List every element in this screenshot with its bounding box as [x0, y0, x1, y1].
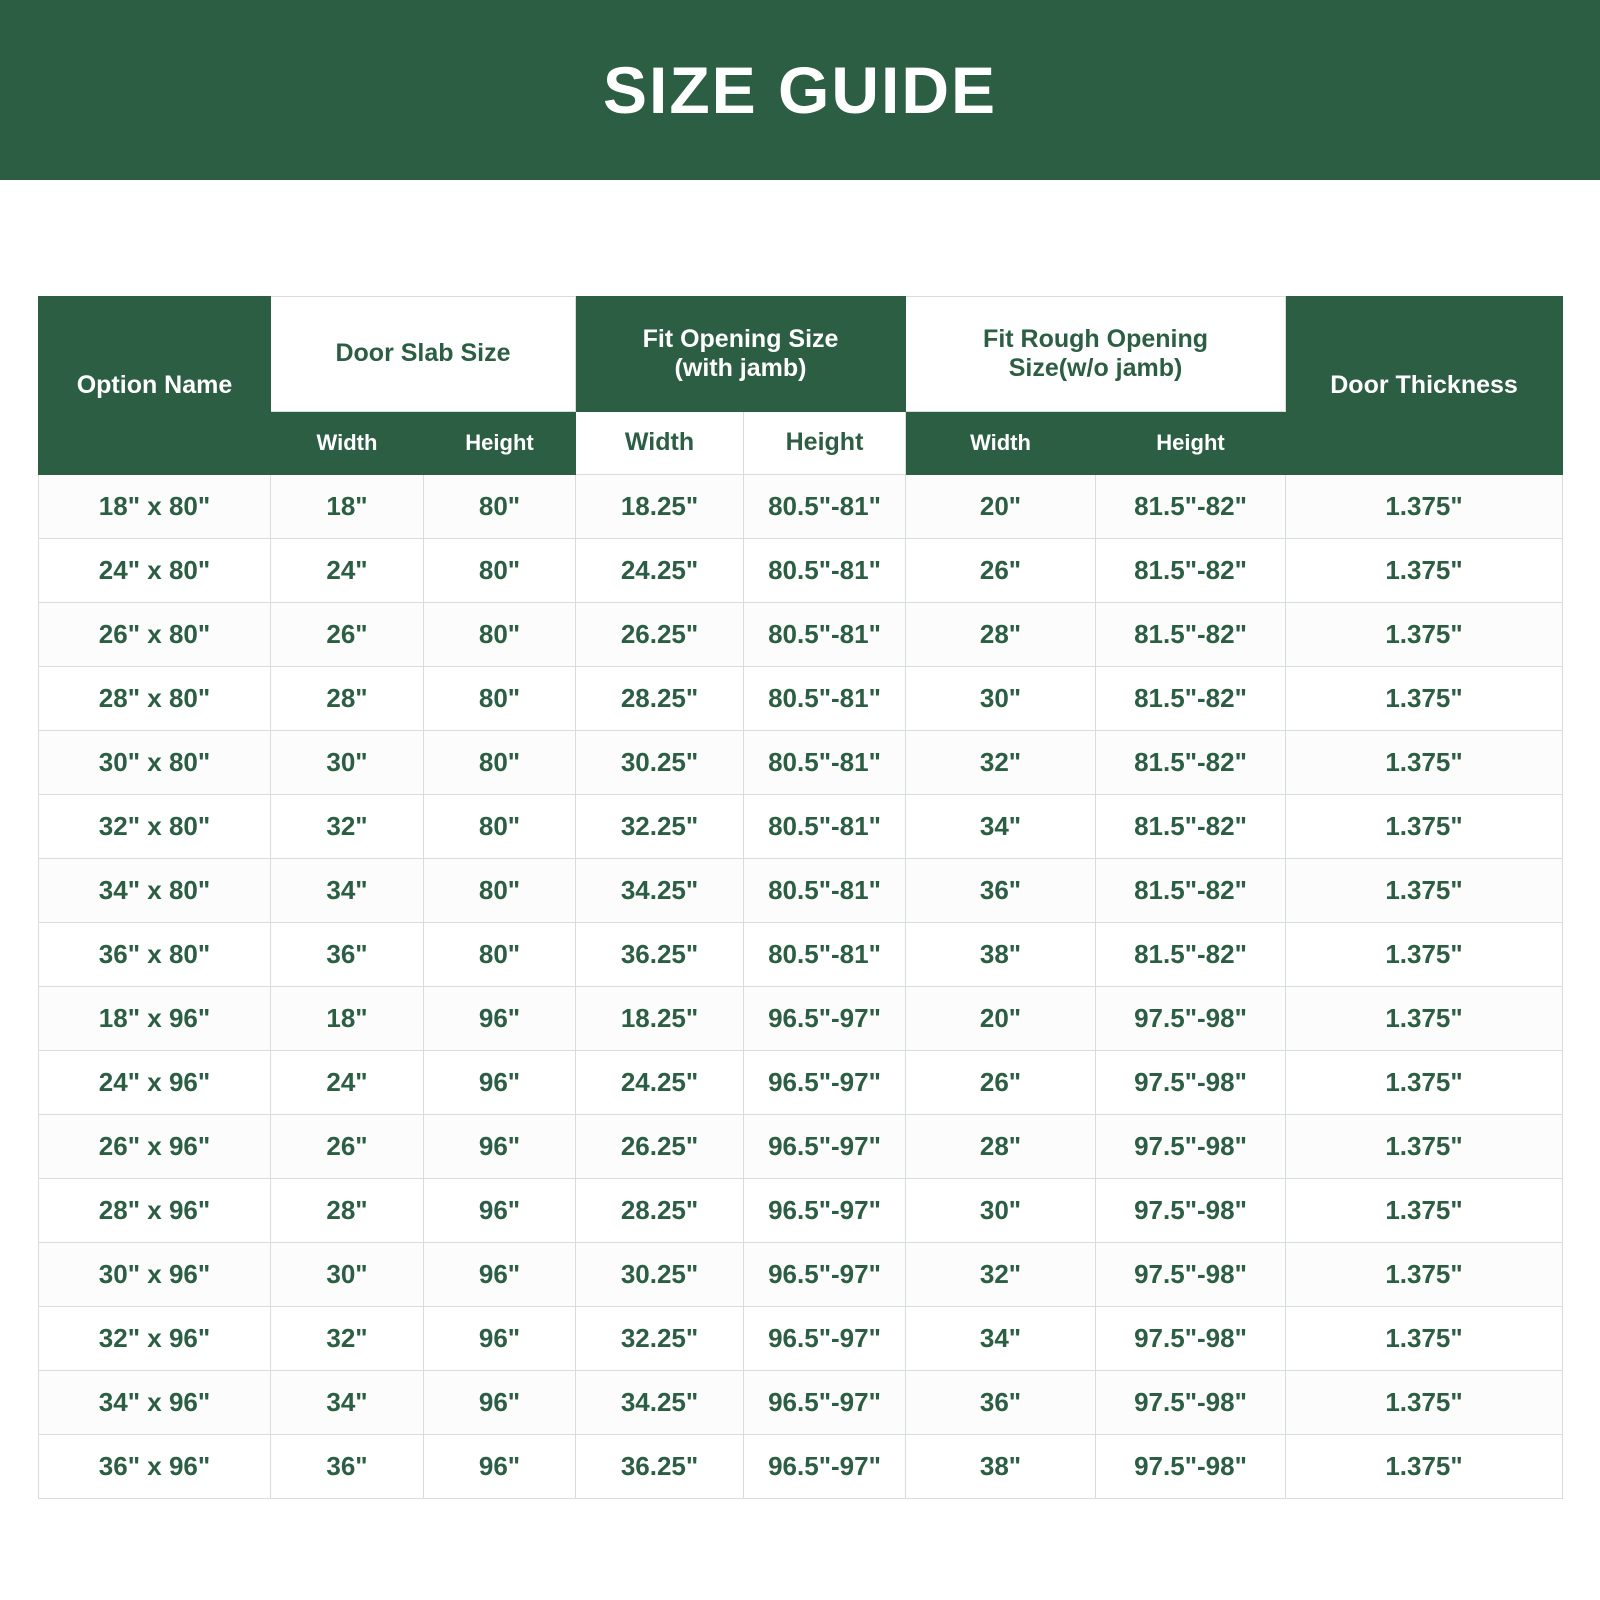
cell-slab-height: 96": [424, 1307, 576, 1371]
cell-fit-width: 26.25": [576, 603, 744, 667]
cell-slab-height: 80": [424, 859, 576, 923]
cell-slab-height: 96": [424, 987, 576, 1051]
col-header-slab-height: Height: [424, 412, 576, 475]
cell-fit-width: 24.25": [576, 1051, 744, 1115]
cell-rough-height: 81.5"-82": [1096, 731, 1286, 795]
cell-option-name: 34" x 80": [39, 859, 271, 923]
table-group-header-row: [39, 297, 1563, 412]
cell-rough-height: 97.5"-98": [1096, 1307, 1286, 1371]
fit-rough-line1: Fit Rough Opening: [983, 324, 1208, 353]
cell-rough-height: 81.5"-82": [1096, 859, 1286, 923]
col-group-door-slab-size: Door Slab Size: [271, 297, 576, 412]
col-header-option-name: Option Name: [39, 297, 271, 475]
cell-fit-height: 80.5"-81": [744, 731, 906, 795]
cell-fit-height: 80.5"-81": [744, 539, 906, 603]
cell-rough-width: 26": [906, 1051, 1096, 1115]
cell-slab-height: 80": [424, 603, 576, 667]
cell-option-name: 28" x 96": [39, 1179, 271, 1243]
cell-rough-width: 38": [906, 1435, 1096, 1499]
cell-door-thickness: 1.375": [1286, 1051, 1563, 1115]
cell-door-thickness: 1.375": [1286, 475, 1563, 539]
cell-rough-width: 28": [906, 1115, 1096, 1179]
cell-rough-height: 97.5"-98": [1096, 1371, 1286, 1435]
cell-door-thickness: 1.375": [1286, 987, 1563, 1051]
table-row: [39, 1435, 1563, 1499]
cell-fit-width: 26.25": [576, 1115, 744, 1179]
col-header-fit-width: Width: [576, 412, 744, 475]
cell-option-name: 18" x 96": [39, 987, 271, 1051]
col-header-rough-width: Width: [906, 412, 1096, 475]
cell-slab-width: 24": [271, 539, 424, 603]
cell-option-name: 34" x 96": [39, 1371, 271, 1435]
cell-fit-height: 96.5"-97": [744, 1371, 906, 1435]
fit-opening-line1: Fit Opening Size: [642, 324, 839, 353]
cell-door-thickness: 1.375": [1286, 923, 1563, 987]
cell-rough-height: 81.5"-82": [1096, 539, 1286, 603]
cell-rough-width: 32": [906, 731, 1096, 795]
cell-rough-width: 30": [906, 1179, 1096, 1243]
table-row: [39, 539, 1563, 603]
cell-option-name: 30" x 80": [39, 731, 271, 795]
cell-rough-width: 32": [906, 1243, 1096, 1307]
cell-rough-width: 20": [906, 475, 1096, 539]
table-row: [39, 475, 1563, 539]
col-header-door-thickness: Door Thickness: [1286, 297, 1563, 475]
table-row: [39, 731, 1563, 795]
cell-slab-height: 80": [424, 475, 576, 539]
cell-door-thickness: 1.375": [1286, 1179, 1563, 1243]
table-row: [39, 1051, 1563, 1115]
cell-door-thickness: 1.375": [1286, 539, 1563, 603]
cell-door-thickness: 1.375": [1286, 667, 1563, 731]
page-banner: [0, 0, 1600, 180]
cell-fit-width: 32.25": [576, 795, 744, 859]
table-row: [39, 795, 1563, 859]
cell-rough-width: 26": [906, 539, 1096, 603]
cell-fit-height: 80.5"-81": [744, 603, 906, 667]
cell-slab-width: 36": [271, 1435, 424, 1499]
cell-option-name: 28" x 80": [39, 667, 271, 731]
cell-fit-height: 96.5"-97": [744, 1307, 906, 1371]
cell-slab-height: 80": [424, 923, 576, 987]
col-header-rough-height: Height: [1096, 412, 1286, 475]
cell-rough-height: 97.5"-98": [1096, 1051, 1286, 1115]
table-row: [39, 1115, 1563, 1179]
cell-slab-height: 96": [424, 1371, 576, 1435]
cell-rough-height: 81.5"-82": [1096, 795, 1286, 859]
cell-slab-height: 96": [424, 1051, 576, 1115]
table-row: [39, 1179, 1563, 1243]
cell-slab-width: 24": [271, 1051, 424, 1115]
cell-rough-height: 81.5"-82": [1096, 923, 1286, 987]
col-header-slab-width: Width: [271, 412, 424, 475]
cell-rough-height: 97.5"-98": [1096, 1179, 1286, 1243]
cell-fit-height: 80.5"-81": [744, 667, 906, 731]
cell-slab-width: 34": [271, 1371, 424, 1435]
cell-rough-height: 81.5"-82": [1096, 475, 1286, 539]
cell-rough-height: 97.5"-98": [1096, 1115, 1286, 1179]
cell-fit-height: 96.5"-97": [744, 1115, 906, 1179]
cell-fit-width: 34.25": [576, 859, 744, 923]
cell-fit-width: 30.25": [576, 731, 744, 795]
cell-rough-height: 97.5"-98": [1096, 1243, 1286, 1307]
cell-slab-height: 96": [424, 1179, 576, 1243]
cell-door-thickness: 1.375": [1286, 1371, 1563, 1435]
table-body: [39, 475, 1563, 1499]
cell-option-name: 26" x 96": [39, 1115, 271, 1179]
cell-door-thickness: 1.375": [1286, 859, 1563, 923]
cell-rough-width: 28": [906, 603, 1096, 667]
size-guide-table: [38, 296, 1563, 1499]
cell-rough-width: 38": [906, 923, 1096, 987]
cell-fit-height: 80.5"-81": [744, 859, 906, 923]
cell-slab-height: 80": [424, 539, 576, 603]
size-guide-table-wrapper: [38, 296, 1562, 1499]
table-head: [39, 297, 1563, 475]
cell-slab-width: 28": [271, 1179, 424, 1243]
cell-option-name: 32" x 80": [39, 795, 271, 859]
cell-fit-height: 96.5"-97": [744, 1243, 906, 1307]
cell-fit-height: 96.5"-97": [744, 987, 906, 1051]
cell-slab-width: 18": [271, 987, 424, 1051]
cell-option-name: 36" x 80": [39, 923, 271, 987]
cell-door-thickness: 1.375": [1286, 1435, 1563, 1499]
cell-slab-width: 32": [271, 795, 424, 859]
page-title: SIZE GUIDE: [602, 53, 998, 127]
cell-fit-height: 80.5"-81": [744, 923, 906, 987]
cell-rough-height: 97.5"-98": [1096, 1435, 1286, 1499]
table-row: [39, 603, 1563, 667]
cell-fit-height: 96.5"-97": [744, 1435, 906, 1499]
cell-door-thickness: 1.375": [1286, 1243, 1563, 1307]
cell-slab-height: 80": [424, 667, 576, 731]
cell-option-name: 26" x 80": [39, 603, 271, 667]
table-row: [39, 859, 1563, 923]
cell-fit-height: 80.5"-81": [744, 795, 906, 859]
cell-fit-width: 28.25": [576, 667, 744, 731]
cell-fit-width: 36.25": [576, 1435, 744, 1499]
cell-rough-width: 34": [906, 795, 1096, 859]
cell-rough-width: 20": [906, 987, 1096, 1051]
cell-fit-width: 18.25": [576, 475, 744, 539]
cell-fit-width: 18.25": [576, 987, 744, 1051]
cell-slab-width: 26": [271, 603, 424, 667]
cell-option-name: 36" x 96": [39, 1435, 271, 1499]
cell-slab-width: 36": [271, 923, 424, 987]
cell-fit-width: 28.25": [576, 1179, 744, 1243]
cell-slab-width: 28": [271, 667, 424, 731]
table-row: [39, 987, 1563, 1051]
cell-fit-width: 36.25": [576, 923, 744, 987]
table-row: [39, 1371, 1563, 1435]
cell-fit-width: 32.25": [576, 1307, 744, 1371]
table-row: [39, 1243, 1563, 1307]
cell-fit-height: 80.5"-81": [744, 475, 906, 539]
cell-slab-height: 96": [424, 1115, 576, 1179]
cell-fit-width: 24.25": [576, 539, 744, 603]
table-row: [39, 1307, 1563, 1371]
cell-slab-height: 80": [424, 731, 576, 795]
cell-rough-height: 81.5"-82": [1096, 667, 1286, 731]
cell-slab-width: 30": [271, 731, 424, 795]
cell-rough-width: 34": [906, 1307, 1096, 1371]
table-row: [39, 667, 1563, 731]
cell-slab-height: 96": [424, 1243, 576, 1307]
cell-option-name: 18" x 80": [39, 475, 271, 539]
cell-option-name: 24" x 96": [39, 1051, 271, 1115]
cell-slab-width: 18": [271, 475, 424, 539]
cell-fit-height: 96.5"-97": [744, 1051, 906, 1115]
cell-fit-width: 34.25": [576, 1371, 744, 1435]
cell-slab-width: 34": [271, 859, 424, 923]
cell-rough-height: 81.5"-82": [1096, 603, 1286, 667]
cell-rough-height: 97.5"-98": [1096, 987, 1286, 1051]
col-group-fit-rough-opening-size: [906, 297, 1286, 412]
col-group-fit-opening-size: [576, 297, 906, 412]
cell-door-thickness: 1.375": [1286, 1307, 1563, 1371]
cell-option-name: 32" x 96": [39, 1307, 271, 1371]
cell-door-thickness: 1.375": [1286, 795, 1563, 859]
cell-rough-width: 36": [906, 859, 1096, 923]
cell-door-thickness: 1.375": [1286, 1115, 1563, 1179]
cell-fit-height: 96.5"-97": [744, 1179, 906, 1243]
table-row: [39, 923, 1563, 987]
cell-rough-width: 30": [906, 667, 1096, 731]
cell-slab-height: 80": [424, 795, 576, 859]
col-header-fit-height: Height: [744, 412, 906, 475]
cell-door-thickness: 1.375": [1286, 731, 1563, 795]
fit-rough-line2: Size(w/o jamb): [1008, 354, 1183, 382]
cell-fit-width: 30.25": [576, 1243, 744, 1307]
cell-slab-width: 32": [271, 1307, 424, 1371]
cell-slab-width: 30": [271, 1243, 424, 1307]
cell-slab-width: 26": [271, 1115, 424, 1179]
cell-slab-height: 96": [424, 1435, 576, 1499]
cell-option-name: 30" x 96": [39, 1243, 271, 1307]
cell-rough-width: 36": [906, 1371, 1096, 1435]
fit-opening-line2: (with jamb): [674, 354, 807, 382]
cell-door-thickness: 1.375": [1286, 603, 1563, 667]
cell-option-name: 24" x 80": [39, 539, 271, 603]
